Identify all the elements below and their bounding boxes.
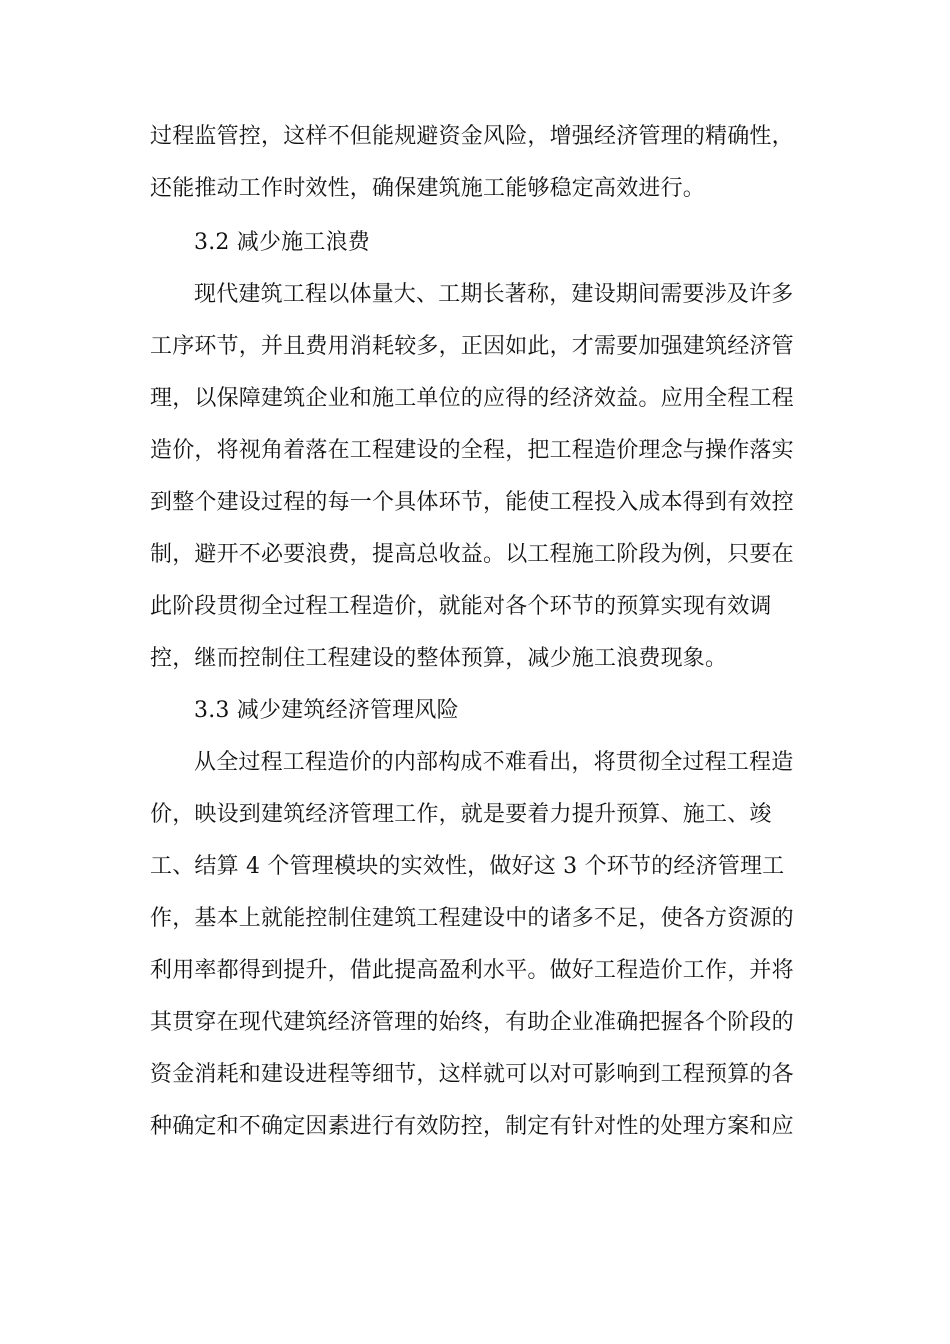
text-line: 工、结算 4 个管理模块的实效性，做好这 3 个环节的经济管理工 — [150, 854, 785, 879]
text-line: 作，基本上就能控制住建筑工程建设中的诸多不足，使各方资源的 — [150, 906, 794, 931]
paragraph-first-line: 现代建筑工程以体量大、工期长著称，建设期间需要涉及许多 — [194, 282, 794, 307]
text-line: 价，映设到建筑经济管理工作，就是要着力提升预算、施工、竣 — [150, 802, 772, 827]
text-line: 其贯穿在现代建筑经济管理的始终，有助企业准确把握各个阶段的 — [150, 1010, 794, 1035]
text-line: 工序环节，并且费用消耗较多，正因如此，才需要加强建筑经济管 — [150, 334, 794, 359]
text-line: 造价，将视角着落在工程建设的全程，把工程造价理念与操作落实 — [150, 438, 794, 463]
text-line: 到整个建设过程的每一个具体环节，能使工程投入成本得到有效控 — [150, 490, 794, 515]
text-line: 利用率都得到提升，借此提高盈利水平。做好工程造价工作，并将 — [150, 958, 794, 983]
section-heading-3-2: 3.2 减少施工浪费 — [194, 230, 370, 255]
text-line: 理，以保障建筑企业和施工单位的应得的经济效益。应用全程工程 — [150, 386, 794, 411]
text-line: 种确定和不确定因素进行有效防控，制定有针对性的处理方案和应 — [150, 1114, 794, 1139]
text-line: 过程监管控，这样不但能规避资金风险，增强经济管理的精确性， — [150, 124, 794, 149]
text-line: 资金消耗和建设进程等细节，这样就可以对可影响到工程预算的各 — [150, 1062, 794, 1087]
text-line: 此阶段贯彻全过程工程造价，就能对各个环节的预算实现有效调 — [150, 594, 772, 619]
section-heading-3-3: 3.3 减少建筑经济管理风险 — [194, 698, 459, 723]
text-line: 制，避开不必要浪费，提高总收益。以工程施工阶段为例，只要在 — [150, 542, 794, 567]
text-line: 控，继而控制住工程建设的整体预算，减少施工浪费现象。 — [150, 646, 728, 671]
text-line: 还能推动工作时效性，确保建筑施工能够稳定高效进行。 — [150, 176, 706, 201]
paragraph-first-line: 从全过程工程造价的内部构成不难看出，将贯彻全过程工程造 — [194, 750, 794, 775]
